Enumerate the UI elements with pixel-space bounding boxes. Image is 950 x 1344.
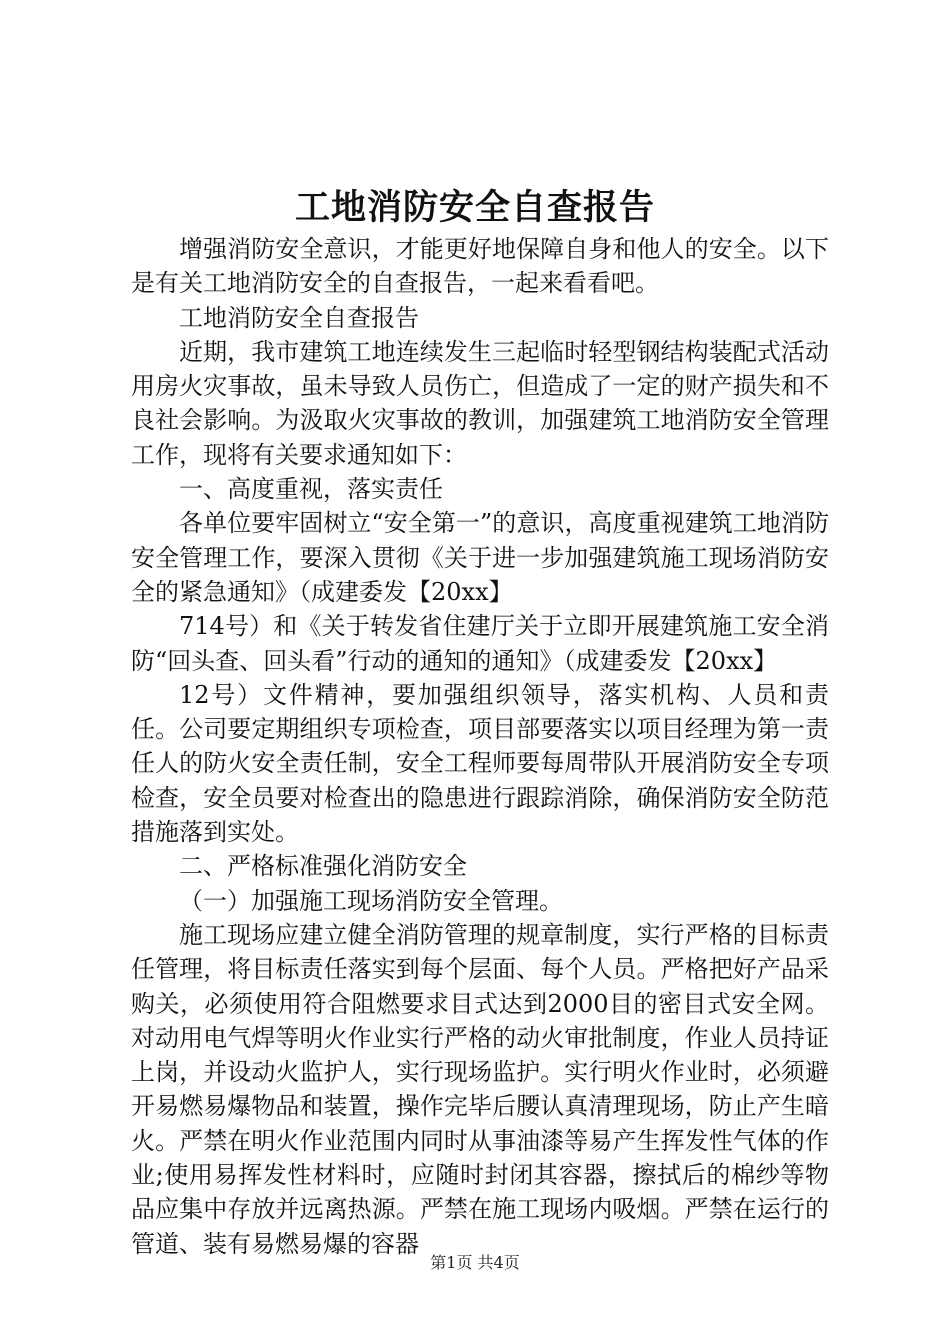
document-title: 工地消防安全自查报告 (294, 187, 655, 228)
page-footer: 第1页 共4页 (430, 1253, 520, 1272)
paragraph-notice-714: 714号）和《关于转发省住建厅关于立即开展建筑施工安全消防“回头查、回头看”行动的通知的通知》（成建委发【20xx】 (131, 612, 829, 675)
subsection-heading-1: （一）加强施工现场消防安全管理。 (179, 886, 563, 915)
paragraph-subtitle: 工地消防安全自查报告 (179, 303, 419, 332)
paragraph-intro: 增强消防安全意识，才能更好地保障自身和他人的安全。以下是有关工地消防安全的自查报告，一起来看看吧。 (131, 235, 829, 298)
section-heading-1: 一、高度重视，落实责任 (179, 475, 443, 504)
section-heading-2: 二、严格标准强化消防安全 (179, 852, 467, 881)
paragraph-background: 近期，我市建筑工地连续发生三起临时轻型钢结构装配式活动用房火灾事故，虽未导致人员伤亡，但造成了一定的财产损失和不良社会影响。为汲取火灾事故的教训，加强建筑工地消防安全管理工作，现将有关要求通知如下： (131, 337, 829, 469)
paragraph-site-management: 施工现场应建立健全消防管理的规章制度，实行严格的目标责任管理，将目标责任落实到每个层面、每个人员。严格把好产品采购关，必须使用符合阻燃要求目式达到2000目的密目式安全网。对动用电气焊等明火作业实行严格的动火审批制度，作业人员持证上岗，并设动火监护人，实行现场监护。实行明火作业时，必须避开易燃易爆物品和装置，操作完毕后腰认真清理现场，防止产生暗火。严禁在明火作业范围内同时从事油漆等易产生挥发性气体的作业;使用易挥发性材料时，应随时封闭其容器，擦拭后的棉纱等物品应集中存放并远离热源。严禁在施工现场内吸烟。严禁在运行的管道、装有易燃易爆的容器 (131, 920, 829, 1258)
paragraph-notice-12: 12号）文件精神，要加强组织领导，落实机构、人员和责任。公司要定期组织专项检查，项目部要落实以项目经理为第一责任人的防火安全责任制，安全工程师要每周带队开展消防安全专项检查，安全员要对检查出的隐患进行跟踪消除，确保消防安全防范措施落到实处。 (131, 680, 829, 847)
paragraph-responsibility: 各单位要牢固树立“安全第一”的意识，高度重视建筑工地消防安全管理工作，要深入贯彻《关于进一步加强建筑施工现场消防安全的紧急通知》（成建委发【20xx】 (131, 509, 829, 606)
document-body (131, 232, 829, 1261)
